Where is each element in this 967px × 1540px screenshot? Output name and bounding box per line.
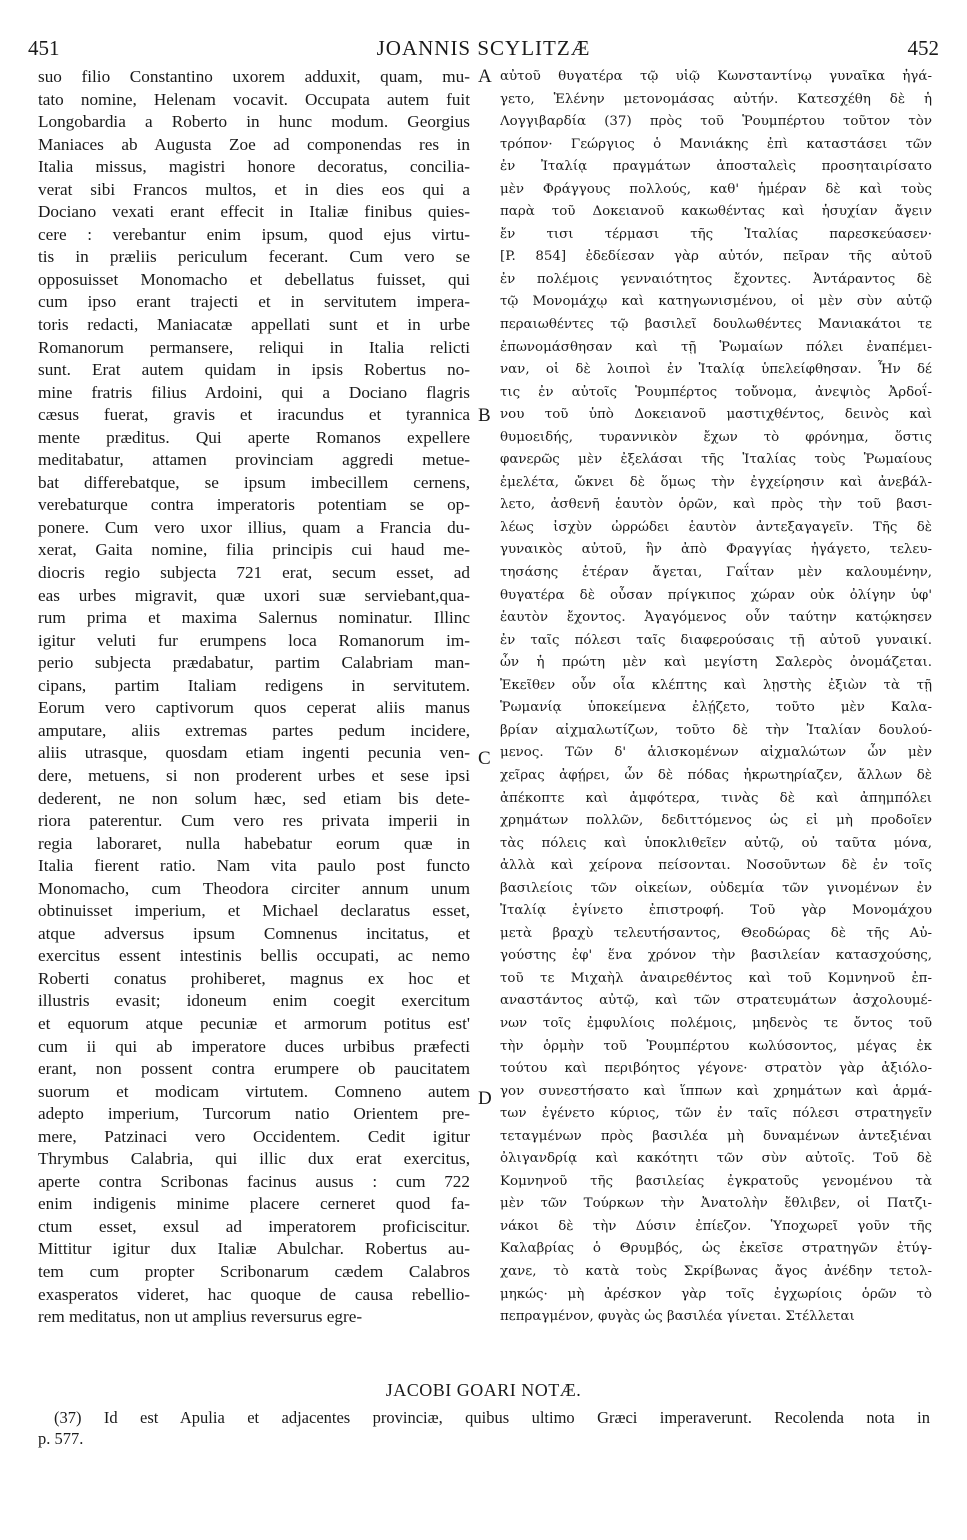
latin-text-line: Italia fierent ratio. Nam vita paulo post functo (38, 856, 470, 876)
latin-text-line: adepto imperium, Turcorum natio Orientem pre- (38, 1104, 470, 1124)
footnote-37-line-2: p. 577. (38, 1429, 84, 1448)
greek-text-line: γυναικὸς αὐτοῦ, ἣν ἀπὸ Φραγγίας ἠγάγετο, τελευ- (500, 542, 932, 558)
latin-text-line: amputare, aliis extremas partes pedum incidere, (38, 720, 470, 740)
greek-text-line: θυμοειδής, τυραννικὸν ἔχων τὸ φρόνημα, ὅστις (500, 429, 932, 445)
page-number-right: 452 (907, 36, 939, 60)
latin-text-line: igitur veluti fur erumpens loca Romanorum im- (38, 630, 470, 650)
greek-text-line: ναν, οἱ δὲ λοιποὶ ἐν Ἰταλίᾳ ὑπελείφθησαν. Ἦν δέ (500, 362, 932, 378)
margin-letter-a: A (478, 66, 492, 87)
greek-text-line: Λογγιβαρδία (37) πρὸς τοῦ Ῥουμπέρτου τοῦτον τὸν (500, 114, 932, 130)
margin-letter-b: B (478, 405, 491, 426)
latin-text-line: Dociano vexati erant effecit in Italiæ finibus quies- (38, 202, 470, 222)
latin-text-line: eas urbes migravit, quæ uxori suæ serviebant,qua- (38, 585, 470, 605)
greek-text-line: ὀλιγανδρίᾳ καὶ κακότητι τῶν σὺν αὐτοῖς. Τοῦ δὲ (500, 1151, 932, 1167)
latin-text-line: illustris evasit; idoneum enim coegit exercitum (38, 991, 470, 1011)
greek-text-line: ἐπωνομάσθησαν καὶ τῇ Ῥωμαίων πόλει ἐναπέμει- (500, 339, 932, 355)
greek-text-line: λετο, ἀσθενῆ ἑαυτὸν ὁρῶν, καὶ πρὸς τὴν τοῦ βασι- (500, 497, 932, 513)
greek-text-line: ἐν ταῖς πόλεσι ταῖς διαφερούσαις τῇ αὐτοῦ γυναικί. (500, 632, 932, 648)
footnote-37-line-1: (37) Id est Apulia et adjacentes provinciæ, quibus ultimo Græci imperaverunt. Recolenda nota in (54, 1408, 930, 1427)
latin-text-line: mente præditus. Qui aperte Romanos expellere (38, 427, 470, 447)
greek-text-line: τῷ Μονομάχῳ καὶ κατηγωνισμένου, οἱ μὲν σὺν αὐτῷ (500, 294, 932, 310)
greek-text-line: ἐν Ἰταλίᾳ πραγμάτων ἀποσταλεὶς προσηταιρίσατο (500, 159, 932, 175)
greek-text-line: ἀλλὰ καὶ χείρονα πείσονται. Νοσοῦντων δὲ ἐν τοῖς (500, 858, 932, 874)
greek-text-line: γετο, Ἑλένην μετονομάσας αὐτήν. Κατεσχέθη δὲ ἡ (500, 91, 932, 107)
greek-text-line: τησάσης ἑτέραν ἄγεται, Γαΐταν μὲν καλουμένην, (500, 565, 932, 581)
greek-text-line: αναστάντος αὐτῷ, καὶ τῶν στρατευμάτων ἀσχολουμέ- (500, 993, 932, 1009)
latin-text-line: Romanorum permansere, reliqui in Italia relicti (38, 337, 470, 357)
greek-text-line: τεταγμένων πρὸς βασιλέα μὴ δυναμένων ἀντεξιέναι (500, 1128, 932, 1144)
latin-text-line: enim indigenis minime placere cerneret quod fa- (38, 1194, 470, 1214)
latin-text-line: opposuisset Monomacho et debellatus fuisset, qui (38, 269, 470, 289)
latin-text-line: aperte contra Scribonas facinus ausus : cum 722 (38, 1171, 470, 1191)
latin-text-line: dere, metuens, si non proderent urbes et sese ipsi (38, 765, 470, 785)
latin-text-line: suorum et modicam virtutem. Comneno autem (38, 1081, 470, 1101)
latin-text-line: Longobardia a Roberto in hunc modum. Georgius (38, 112, 470, 132)
greek-text-line: ἐν πολέμοις γενναιότητος ἔχοντες. Ἀντάραντος δὲ (500, 271, 932, 287)
latin-text-line: perio subjecta prædabatur, partim Calabriam man- (38, 653, 470, 673)
greek-text-line: ἀπέκοπτε καὶ ἀμφότερα, τινὰς δὲ καὶ ἀπημπόλει (500, 790, 932, 806)
greek-text-line: μηκώς· μὴ ἀρέσκον γὰρ τοῖς ἐγχωρίοις ὁρῶν τὸ (500, 1286, 932, 1302)
latin-text-line: xerat, Gaita nomine, filia principis cui haud me- (38, 540, 470, 560)
latin-text-line: meditabatur, attamen provinciam aggredi metue- (38, 450, 470, 470)
greek-text-line: τούτου καὶ περιβόητος γέγονε· στρατὸν γὰρ ἀξιόλο- (500, 1061, 932, 1077)
greek-text-line: Ῥωμανίᾳ ὑποκείμενα ἐλῄζετο, τοῦτο μὲν Καλα- (500, 700, 932, 716)
greek-text-line: ὧν ἡ πρώτη μὲν καὶ μεγίστη Σαλερὸς ὀνομάζεται. (500, 655, 932, 671)
latin-text-line: obtinuisset imperium, et Michael declaratus esset, (38, 901, 470, 921)
latin-text-line: erant, non possent contra erumpere ob paucitatem (38, 1059, 470, 1079)
page-number-left: 451 (28, 36, 60, 60)
greek-text-line: Ἐκεῖθεν οὖν οἷα κλέπτης καὶ λῃστὴς ἐξιὼν τὰ τῇ (500, 677, 932, 693)
greek-text-line: φανερῶς μὲν ἐξελάσαι τῆς Ἰταλίας τοὺς Ῥωμαίους (500, 452, 932, 468)
greek-text-line: τὰς πόλεις καὶ ὑποκλιθεῖεν αὐτῷ, οὐ ταῦτα μόνα, (500, 835, 932, 851)
notes-heading: JACOBI GOARI NOTÆ. (385, 1380, 582, 1400)
latin-text-line: tem cum propter Scribonarum cædem Calabros (38, 1261, 470, 1281)
greek-text-line: γον συνεστήσατο καὶ ἵππων καὶ χρημάτων καὶ ἁρμά- (500, 1083, 932, 1099)
greek-text-line: Ἰταλίᾳ ἐγίνετο ἐπιστροφή. Τοῦ γὰρ Μονομάχου (500, 903, 932, 919)
latin-text-line: Mittitur igitur dux Italiæ Abulchar. Robertus au- (38, 1239, 470, 1259)
greek-text-line: παρὰ τοῦ Δοκειανοῦ κακωθέντας καὶ ἡσυχίαν ἄγειν (500, 204, 932, 220)
greek-text-line: χεῖρας ἀφῄρει, ὧν δὲ πόδας ἠκρωτηρίαζεν, ἄλλων δὲ (500, 767, 932, 783)
latin-text-line: Roberti conatus prohiberet, magnus ex hoc et (38, 968, 470, 988)
latin-text-line: mere, Patzinaci vero Occidentem. Cedit igitur (38, 1126, 470, 1146)
running-title: JOANNIS SCYLITZÆ (376, 36, 591, 60)
latin-text-line: Italia missus, magistri honore decoratus, concilia- (38, 157, 470, 177)
latin-text-line: dederent, ne non solum hæc, sed etiam bis dete- (38, 788, 470, 808)
latin-text-line: cere : verebantur enim ipsum, quod ejus virtu- (38, 224, 470, 244)
latin-text-line: cum ipso erant trajecti et in servitutem impera- (38, 292, 470, 312)
greek-text-line: νάκοι δὲ τὴν Δύσιν ἐπίεζον. Ὑποχωρεῖ γοῦν τῆς (500, 1218, 932, 1234)
running-header (28, 36, 939, 62)
latin-text-line: exercitus essent intestinis bellis occupati, ac nemo (38, 946, 470, 966)
greek-text-line: μὲν τῶν Τούρκων τὴν Ἀνατολὴν ἔθλιβεν, οἱ Πατζι- (500, 1196, 932, 1212)
greek-text-line: τρόπον· Γεώργιος ὁ Μανιάκης ἐπὶ καταστάσει τῶν (500, 136, 932, 152)
greek-text-line: τοῦ τε Μιχαὴλ ἀναιρεθέντος καὶ τοῦ Κομνηνοῦ ἐπ- (500, 970, 932, 986)
greek-text-line: Καλαβρίας ὁ Θρυμβός, ὡς ἐκεῖσε στρατηγῶν ἐτύγ- (500, 1241, 932, 1257)
latin-text-line: Thrymbus Calabria, qui illic dux erat exercitus, (38, 1149, 470, 1169)
greek-text-line: νου τοῦ ὑπὸ Δοκειανοῦ μαστιχθέντος, δεινὸς καὶ (500, 407, 932, 423)
latin-text-line: rum prima et maxima Salernus nominatur. Illinc (38, 608, 470, 628)
greek-text-line: νων τοῖς ἐμφυλίοις πολέμοις, μηδενὸς τε ὄντος τοῦ (500, 1015, 932, 1031)
greek-text-line: θυγατέρα δὲ οὖσαν πρίγκιπος χώραν οὐκ ὀλίγην ὑφ' (500, 587, 932, 603)
greek-text-line: μὲν Φράγγους πολλούς, καθ' ἡμέραν δὲ καὶ τοὺς (500, 181, 932, 197)
latin-text-line: verebaturque contra imperatoris potentiam se op- (38, 495, 470, 515)
greek-text-line: Κομνηνοῦ τῆς βασιλείας ἐγκρατοῦς γενομένου τὰ (500, 1173, 932, 1189)
latin-text-line: tis in præliis periculum fecerant. Cum vero se (38, 247, 470, 267)
latin-text-line: cum ii qui ab imperatore duces urbibus præfecti (38, 1036, 470, 1056)
greek-text-line: μετὰ βραχὺ τελευτήσαντος, Θεοδώρας δὲ τῆς Αὐ- (500, 925, 932, 941)
greek-text-line: βασιλείοις τῶν οἰκείων, οὐδεμία τῶν γινομένων ἐν (500, 880, 932, 896)
latin-text-line: riora paterentur. Cum vero res privata imperii in (38, 811, 470, 831)
latin-text-line: verat sibi Francos multos, et in dies eos qui a (38, 179, 470, 199)
greek-text-line: χανε, τὸ κατὰ τοὺς Σκρίβωνας ἄγος ἀνέδην τετολ- (500, 1263, 932, 1279)
latin-text-line: sunt. Erat autem quidam in ipsis Robertus no- (38, 360, 470, 380)
margin-letter-c: C (478, 748, 491, 769)
latin-text-line: Eorum vero captivorum quos ceperat aliis manus (38, 698, 470, 718)
latin-text-line: cipans, partim Italiam redigens in servitutem. (38, 675, 470, 695)
greek-text-line: αὐτοῦ θυγατέρα τῷ υἱῷ Κωνσταντίνῳ γυναῖκα ἠγά- (500, 69, 932, 84)
latin-text-line: exasperatos videret, hac quoque de causa rebellio- (38, 1284, 470, 1304)
latin-text-line: bat differebatque, se ipsum imbecillem cernens, (38, 472, 470, 492)
latin-text-line: diocris regio subjecta 721 erat, secum esset, ad (38, 563, 470, 583)
greek-text-line: πεπραγμένον, φυγὰς ὡς βασιλέα γίνεται. Στέλλεται (500, 1309, 855, 1325)
greek-column (500, 66, 932, 1329)
latin-text-line: mine fratris filius Ardoini, qui a Dociano flagris (38, 382, 470, 402)
latin-text-line: regia laboraret, nulla habebatur eorum quæ in (38, 833, 470, 853)
latin-text-line: aliis utrasque, quosdam etiam ingenti pecunia ven- (38, 743, 470, 763)
greek-text-line: [P. 854] ἐδεδίεσαν γὰρ αὐτόν, πεῖραν τῆς αὐτοῦ (500, 249, 932, 265)
greek-text-line: των ἐγένετο κύριος, τῶν ἐν ταῖς πόλεσι στρατηγεῖν (500, 1106, 932, 1122)
greek-text-line: βρίαν αἰχμαλωτίζων, τοῦτο δὲ τὴν Ἰταλίαν δουλού- (500, 722, 932, 738)
greek-text-line: λέως ἰσχὺν ὠρρώδει ἑαυτὸν ἀντεξαγαγεῖν. Τῆς δὲ (500, 519, 932, 535)
greek-text-line: χρημάτων πολλῶν, δεδιττόμενος ὡς εἰ μὴ προδοῖεν (500, 813, 932, 829)
latin-text-line: rem meditatus, non ut amplius reversurus egre- (38, 1307, 363, 1327)
latin-column (38, 66, 470, 1329)
greek-text-line: τὴν ὁρμὴν τοῦ Ῥουμπέρτου κωλύσοντος, μέγας ἐκ (500, 1038, 932, 1054)
latin-text-line: Monomacho, cum Theodora circiter annum unum (38, 878, 470, 898)
greek-text-line: γούστης ἐφ' ἕνα χρόνον τὴν βασιλείαν κατασχούσης, (500, 948, 932, 964)
latin-text-line: tato nomine, Helenam vocavit. Occupata autem fuit (38, 89, 470, 109)
latin-text-line: cæsus fuerat, gravis et iracundus et tyrannica (38, 405, 470, 425)
latin-text-line: ponere. Cum vero uxor illius, quam a Francia du- (38, 517, 470, 537)
greek-text-line: μενος. Τῶν δ' ἁλισκομένων αἰχμαλώτων ὧν μὲν (500, 745, 932, 761)
greek-text-line: περαιωθέντες τῷ βασιλεῖ δουλωθέντες Μανιακάτοι τε (500, 317, 932, 333)
latin-text-line: et equorum atque pecuniæ et armorum potitus est' (38, 1013, 470, 1033)
greek-text-line: ἔν τισι τέρμασι τῆς Ἰταλίας παρεσκεύασεν· (500, 226, 932, 242)
greek-text-line: τις ἐν αὐτοῖς Ῥουμπέρτος τοὔνομα, ἀνεψιὸς Ἀρδοΐ- (500, 384, 932, 400)
greek-text-line: ἑαυτὸν ἔχοντος. Ἀγαγόμενος οὖν ταύτην κατῴκησεν (500, 610, 932, 626)
latin-text-line: Maniaces ab Augusta Zoe ad componendas res in (38, 134, 470, 154)
latin-text-line: toris redacti, Maniacatæ appellati sunt et in urbe (38, 315, 470, 335)
latin-text-line: ctum esset, exsul ad imperatorem proficiscitur. (38, 1216, 470, 1236)
latin-text-line: suo filio Constantino uxorem adduxit, quam, mu- (38, 67, 470, 86)
margin-letter-d: D (478, 1088, 492, 1109)
latin-text-line: atque adversus ipsum Comnenus incitatus, et (38, 923, 470, 943)
greek-text-line: ἐμελέτα, ὤκνει δὲ ὅμως τὴν ἐγχείρησιν καὶ ἀνεβάλ- (500, 474, 932, 490)
